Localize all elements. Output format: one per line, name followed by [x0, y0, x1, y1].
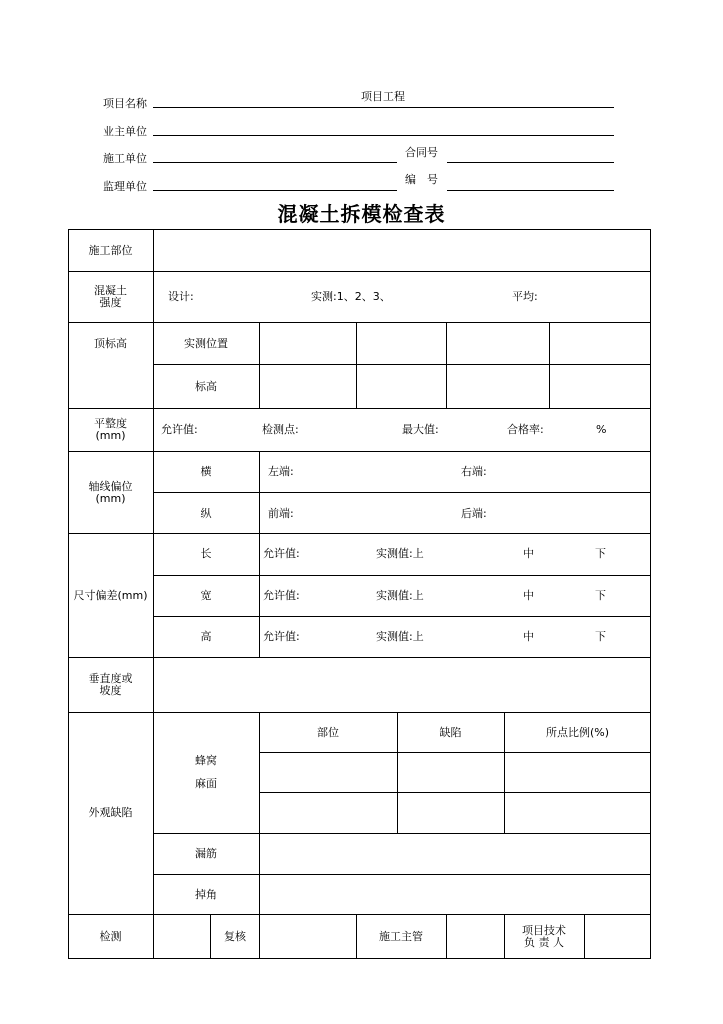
- construction-supervisor-label: 施工主管: [379, 930, 423, 943]
- supervision-unit-label: 监理单位: [103, 180, 147, 193]
- length-measured-top-label: 实测值:上: [376, 547, 424, 560]
- elevation-label: 标高: [195, 380, 217, 393]
- row-divider: [68, 657, 651, 658]
- honeycomb-label: 蜂窝: [195, 754, 217, 767]
- pitted-surface-label: 麻面: [195, 777, 217, 790]
- construction-unit-label: 施工单位: [103, 152, 147, 165]
- width-allow-label: 允许值:: [263, 589, 300, 602]
- axis-deviation-label-line2: (mm): [95, 492, 126, 505]
- row-divider: [68, 451, 651, 452]
- owner-field[interactable]: [153, 135, 614, 136]
- measured-points-label: 实测:1、2、3、: [311, 290, 391, 303]
- contract-no-label: 合同号: [405, 146, 438, 159]
- ratio-header: 所点比例(%): [545, 726, 610, 739]
- row-divider: [68, 533, 651, 534]
- flatness-label-line2: (mm): [95, 429, 126, 442]
- size-deviation-label: 尺寸偏差(mm): [73, 589, 148, 602]
- concrete-strength-label-line1: 混凝土: [94, 284, 127, 297]
- row-divider: [153, 575, 651, 576]
- project-name-label: 项目名称: [103, 97, 147, 110]
- row-divider: [68, 712, 651, 713]
- measured-position-label: 实测位置: [184, 337, 228, 350]
- serial-no-label: 编 号: [405, 173, 438, 186]
- column-divider: [446, 322, 447, 408]
- review-label: 复核: [224, 930, 246, 943]
- row-divider: [68, 322, 651, 323]
- average-label: 平均:: [512, 290, 538, 303]
- broken-corner-label: 掉角: [195, 888, 217, 901]
- length-allow-label: 允许值:: [263, 547, 300, 560]
- pass-rate-label: 合格率:: [507, 423, 544, 436]
- concrete-strength-label-line2: 强度: [99, 296, 122, 309]
- page-title: 混凝土拆模检查表: [277, 202, 446, 226]
- back-end-label: 后端:: [461, 507, 487, 520]
- max-value-label: 最大值:: [402, 423, 439, 436]
- serial-no-field[interactable]: [447, 190, 614, 191]
- row-divider: [68, 408, 651, 409]
- column-divider: [259, 451, 260, 657]
- height-bottom-label: 下: [595, 630, 606, 643]
- design-value-label: 设计:: [168, 290, 194, 303]
- tech-lead-label-line1: 项目技术: [522, 924, 566, 937]
- row-divider: [68, 914, 651, 915]
- appearance-defects-label: 外观缺陷: [88, 806, 133, 819]
- defect-header: 缺陷: [439, 726, 462, 739]
- vertical-label: 纵: [200, 507, 212, 520]
- top-elevation-label: 顶标高: [94, 337, 127, 350]
- row-divider: [259, 792, 651, 793]
- exposed-rebar-label: 漏筋: [195, 847, 217, 860]
- supervision-unit-field[interactable]: [153, 190, 397, 191]
- length-bottom-label: 下: [595, 547, 606, 560]
- construction-part-field[interactable]: [154, 230, 650, 271]
- flatness-label-line1: 平整度: [94, 417, 127, 430]
- row-divider: [68, 271, 651, 272]
- row-divider: [153, 492, 651, 493]
- height-allow-label: 允许值:: [263, 630, 300, 643]
- left-end-label: 左端:: [268, 465, 294, 478]
- column-divider: [584, 914, 585, 959]
- width-measured-top-label: 实测值:上: [376, 589, 424, 602]
- axis-deviation-label-line1: 轴线偏位: [88, 480, 133, 493]
- front-end-label: 前端:: [268, 507, 294, 520]
- row-divider: [259, 752, 651, 753]
- project-name-value: 项目工程: [361, 90, 405, 103]
- construction-unit-field[interactable]: [153, 162, 397, 163]
- row-divider: [153, 833, 651, 834]
- part-header: 部位: [317, 726, 339, 739]
- column-divider: [210, 914, 211, 959]
- width-label: 宽: [200, 589, 212, 602]
- width-bottom-label: 下: [595, 589, 606, 602]
- row-divider: [153, 616, 651, 617]
- inspection-label: 检测: [99, 930, 122, 943]
- owner-label: 业主单位: [103, 125, 147, 138]
- horizontal-label: 横: [200, 465, 212, 478]
- height-measured-top-label: 实测值:上: [376, 630, 424, 643]
- verticality-label-line1: 垂直度或: [88, 672, 133, 685]
- flatness-allow-label: 允许值:: [161, 423, 198, 436]
- height-middle-label: 中: [523, 630, 534, 643]
- percent-sign: %: [596, 423, 607, 436]
- construction-part-label: 施工部位: [88, 244, 133, 257]
- column-divider: [446, 914, 447, 959]
- row-divider: [153, 364, 651, 365]
- contract-no-field[interactable]: [447, 162, 614, 163]
- tech-lead-label-line2: 负 责 人: [524, 936, 564, 949]
- column-divider: [259, 712, 260, 959]
- verticality-label-line2: 坡度: [99, 684, 122, 697]
- column-divider: [259, 322, 260, 408]
- width-middle-label: 中: [523, 589, 534, 602]
- row-divider: [153, 874, 651, 875]
- column-divider: [356, 322, 357, 408]
- height-label: 高: [200, 630, 212, 643]
- project-name-field[interactable]: [153, 107, 614, 108]
- right-end-label: 右端:: [461, 465, 487, 478]
- length-label: 长: [200, 547, 212, 560]
- length-middle-label: 中: [523, 547, 534, 560]
- check-points-label: 检测点:: [262, 423, 299, 436]
- column-divider: [549, 322, 550, 408]
